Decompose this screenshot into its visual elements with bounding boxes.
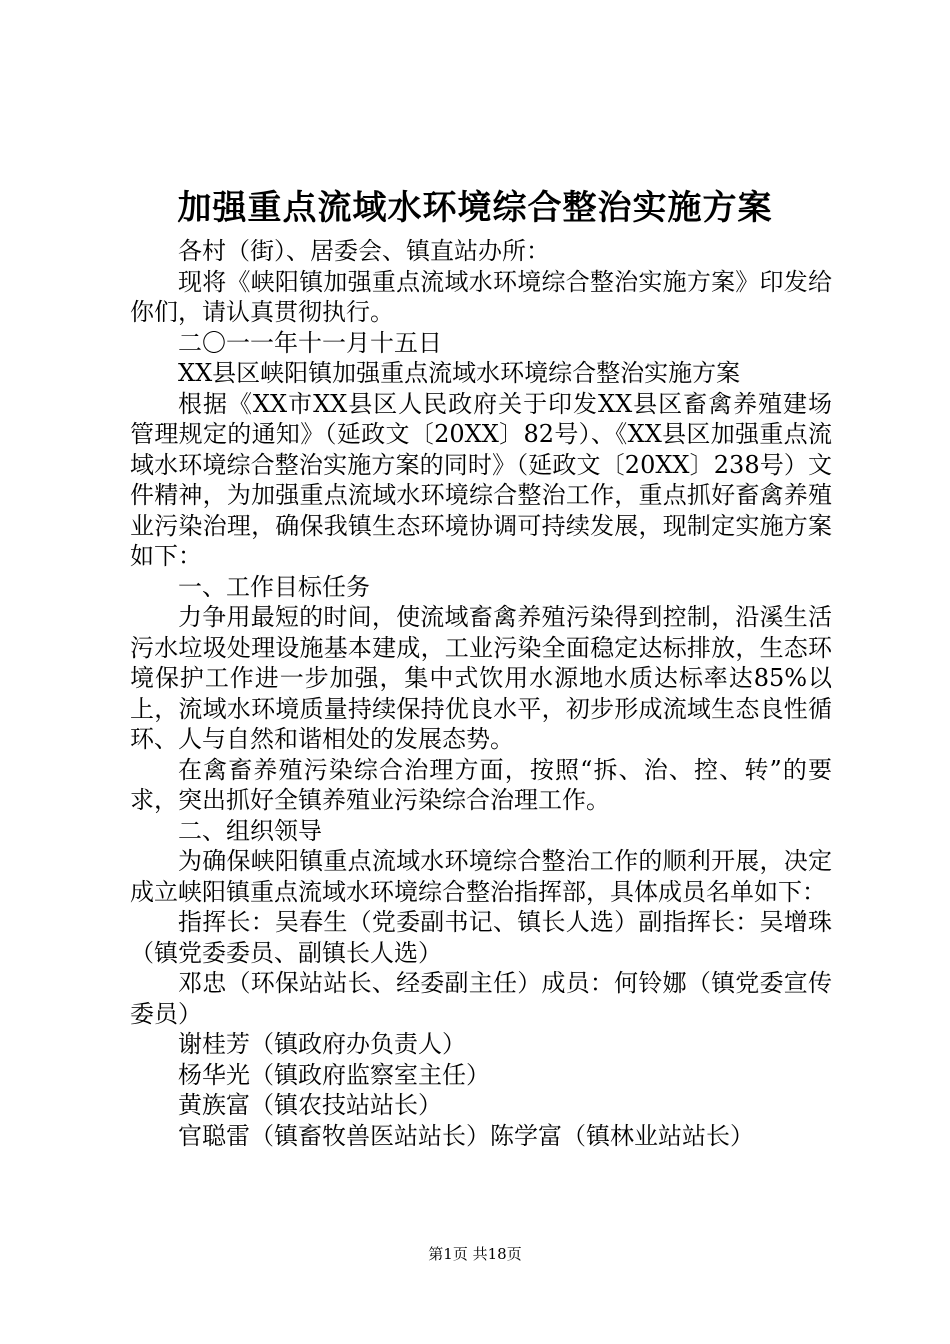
goals-paragraph: 力争用最短的时间，使流域畜禽养殖污染得到控制，沿溪生活污水垃圾处理设施基本建成，工业污染全面稳定达标排放，生态环境保护工作进一步加强，集中式饮用水源地水质达标率达85%以上，流域水环境质量持续保持优良水平，初步形成流域生态良性循环、人与自然和谐相处的发展态势。	[130, 603, 832, 753]
basis-paragraph: 根据《XX市XX县区人民政府关于印发XX县区畜禽养殖建场管理规定的通知》（延政文〔20XX〕82号）、《XX县区加强重点流域水环境综合整治实施方案的同时》（延政文〔20XX〕238号）文件精神，为加强重点流域水环境综合整治工作，重点抓好畜禽养殖业污染治理，确保我镇生态环境协调可持续发展，现制定实施方案如下：	[130, 389, 832, 570]
issue-date: 二〇一一年十一月十五日	[178, 328, 442, 357]
document-body	[130, 236, 832, 1151]
member-line: 指挥长：吴春生（党委副书记、镇长人选）副指挥长：吴增珠（镇党委委员、副镇长人选）	[130, 908, 832, 967]
member-line: 杨华光（镇政府监察室主任）	[178, 1060, 490, 1089]
section-heading-1: 一、工作目标任务	[178, 572, 370, 601]
page-footer: 第1页 共18页	[428, 1245, 522, 1263]
member-line: 官聪雷（镇畜牧兽医站站长）陈学富（镇林业站站长）	[178, 1121, 754, 1150]
document-title: 加强重点流域水环境综合整治实施方案	[177, 188, 773, 228]
section-heading-2: 二、组织领导	[178, 816, 322, 845]
organization-paragraph: 为确保峡阳镇重点流域水环境综合整治工作的顺利开展，决定成立峡阳镇重点流域水环境综合整治指挥部，具体成员名单如下：	[130, 847, 832, 906]
member-line: 黄族富（镇农技站站长）	[178, 1091, 442, 1119]
member-line: 邓忠（环保站站长、经委副主任）成员：何铃娜（镇党委宣传委员）	[130, 969, 832, 1028]
notice-paragraph: 现将《峡阳镇加强重点流域水环境综合整治实施方案》印发给你们，请认真贯彻执行。	[130, 267, 832, 326]
member-line: 谢桂芳（镇政府办负责人）	[178, 1030, 466, 1058]
subtitle: XX县区峡阳镇加强重点流域水环境综合整治实施方案	[178, 359, 741, 387]
livestock-paragraph: 在禽畜养殖污染综合治理方面，按照“拆、治、控、转”的要求，突出抓好全镇养殖业污染综合治理工作。	[130, 755, 832, 814]
salutation: 各村（街）、居委会、镇直站办所：	[178, 237, 550, 265]
